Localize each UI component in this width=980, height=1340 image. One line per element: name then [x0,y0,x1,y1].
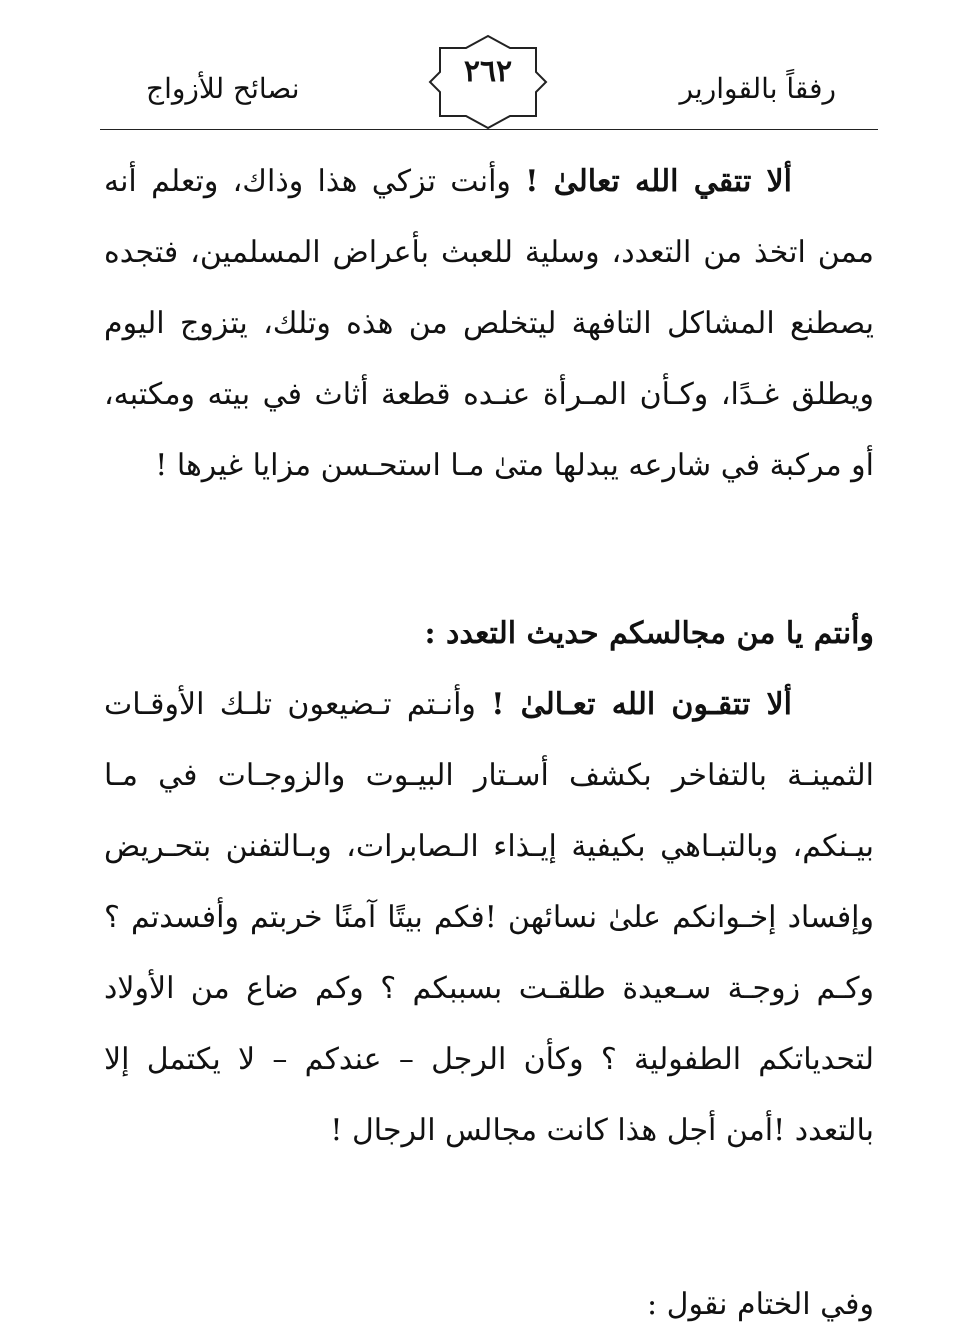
header-divider [100,129,878,130]
paragraph-1-lead: ألا تتقي الله تعالىٰ ! [525,164,792,199]
section-title: نصائح للأزواج [146,72,300,105]
page-header [100,40,878,132]
spacer [104,501,874,598]
paragraph-2-text: وأنـتم تـضيعون تلـك الأوقـات الثمينـة بالتفاخر بكشف أسـتار البيـوت والزوجـات في مـا بيـنكم، وبالتبـاهي بكيفية إيـذاء الـصابرات، وبـالتفنن بتحـريض وإفساد إخـوانكم علىٰ نسائهن !فكم بيتًا آمنًا خربتم وأفسدتم ؟ وكـم زوجـة سـعيدة طلقـت بسببكم ؟ وكم ضاع من الأولاد لتحدياتكم الطفولية ؟ وكأن الرجل – عندكم – لا يكتمل إلا بالتعدد !أمن أجل هذا كانت مجالس الرجال ! [104,687,874,1148]
paragraph-1 [104,146,874,501]
body-text [104,146,874,1340]
page-number: ٢٦٢ [463,54,513,89]
spacer [104,1166,874,1269]
book-title: رفقاً بالقوارير [679,72,836,105]
closing-line: وفي الختام نقول : [647,1287,874,1322]
paragraph-1-text: وأنت تزكي هذا وذاك، وتعلم أنه ممن اتخذ من التعدد، وسلية للعبث بأعراض المسلمين، فتجده يصطنع المشاكل التافهة ليتخلص من هذه وتلك، يتزوج اليوم ويطلق غـدًا، وكـأن المـرأة عنـده قطعة أثاث في بيته ومكتبه، أو مركبة في شارعه يبدلها متىٰ مـا استحـسن مزايا غيرها ! [104,164,874,483]
paragraph-2 [104,669,874,1166]
paragraph-2-lead: ألا تتقـون الله تعـالىٰ ! [491,687,792,722]
section-heading: وأنتم يا من مجالسكم حديث التعدد : [424,616,874,651]
